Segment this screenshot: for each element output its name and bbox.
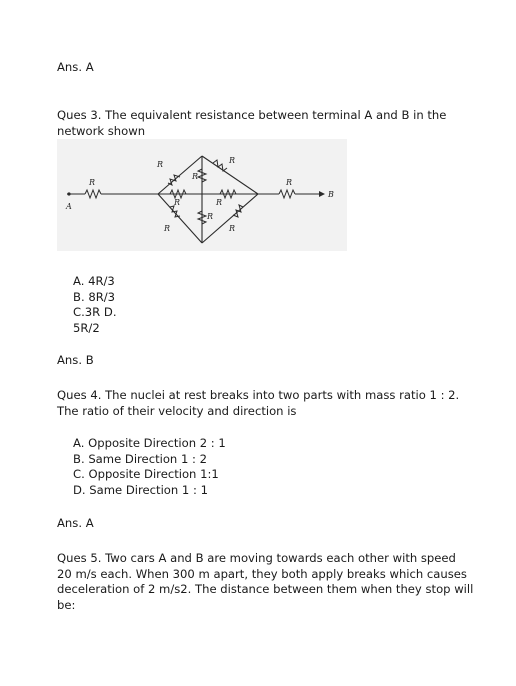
question-4-line-2: The ratio of their velocity and direction is xyxy=(57,403,297,418)
resistor-label: R xyxy=(89,178,96,187)
resistor-label: R xyxy=(157,160,164,169)
resistor-label: R xyxy=(229,224,236,233)
option-item: B. 8R/3 xyxy=(73,289,116,304)
answer-q2: Ans. A xyxy=(57,60,94,74)
question-3-line-1: Ques 3. The equivalent resistance between terminal A and B in the xyxy=(57,108,447,122)
answer-q4: Ans. A xyxy=(57,516,94,530)
option-item: A. 4R/3 xyxy=(73,274,115,288)
terminal-a-label: A xyxy=(66,202,72,211)
question-5-line-4: be: xyxy=(57,597,76,612)
question-4-text xyxy=(57,388,459,419)
option-item: C.3R D. xyxy=(73,305,117,320)
resistor-label: R xyxy=(207,212,214,221)
resistor-network-diagram xyxy=(57,139,347,251)
resistor-label: R xyxy=(286,178,293,187)
option-item: 5R/2 xyxy=(73,320,100,335)
option-item: A. Opposite Direction 2 : 1 xyxy=(73,436,226,450)
diamond-edges xyxy=(158,156,258,243)
inner-connections xyxy=(158,156,258,243)
question-3-options xyxy=(73,274,117,336)
question-4-line-1: Ques 4. The nuclei at rest breaks into two parts with mass ratio 1 : 2. xyxy=(57,388,460,402)
question-5-text xyxy=(57,551,473,613)
question-5-line-1: Ques 5. Two cars A and B are moving towards each other with speed xyxy=(57,551,456,565)
question-4-options xyxy=(73,436,226,498)
option-item: B. Same Direction 1 : 2 xyxy=(73,451,207,466)
resistor-network-figure xyxy=(57,139,347,251)
answer-q3: Ans. B xyxy=(57,353,94,367)
terminal-b-label: B xyxy=(328,190,334,199)
question-5-line-2: 20 m/s each. When 300 m apart, they both apply breaks which causes xyxy=(57,566,467,581)
option-item: D. Same Direction 1 : 1 xyxy=(73,482,208,497)
resistor-label: R xyxy=(192,172,199,181)
resistor-label: R xyxy=(229,156,236,165)
resistor-label: R xyxy=(164,224,171,233)
resistor-label: R xyxy=(216,198,223,207)
resistor-label: R xyxy=(174,198,181,207)
question-3-line-2: network shown xyxy=(57,123,146,138)
question-3-text xyxy=(57,108,446,139)
question-5-line-3: deceleration of 2 m/s2. The distance between them when they stop will xyxy=(57,582,474,597)
option-item: C. Opposite Direction 1:1 xyxy=(73,467,219,482)
